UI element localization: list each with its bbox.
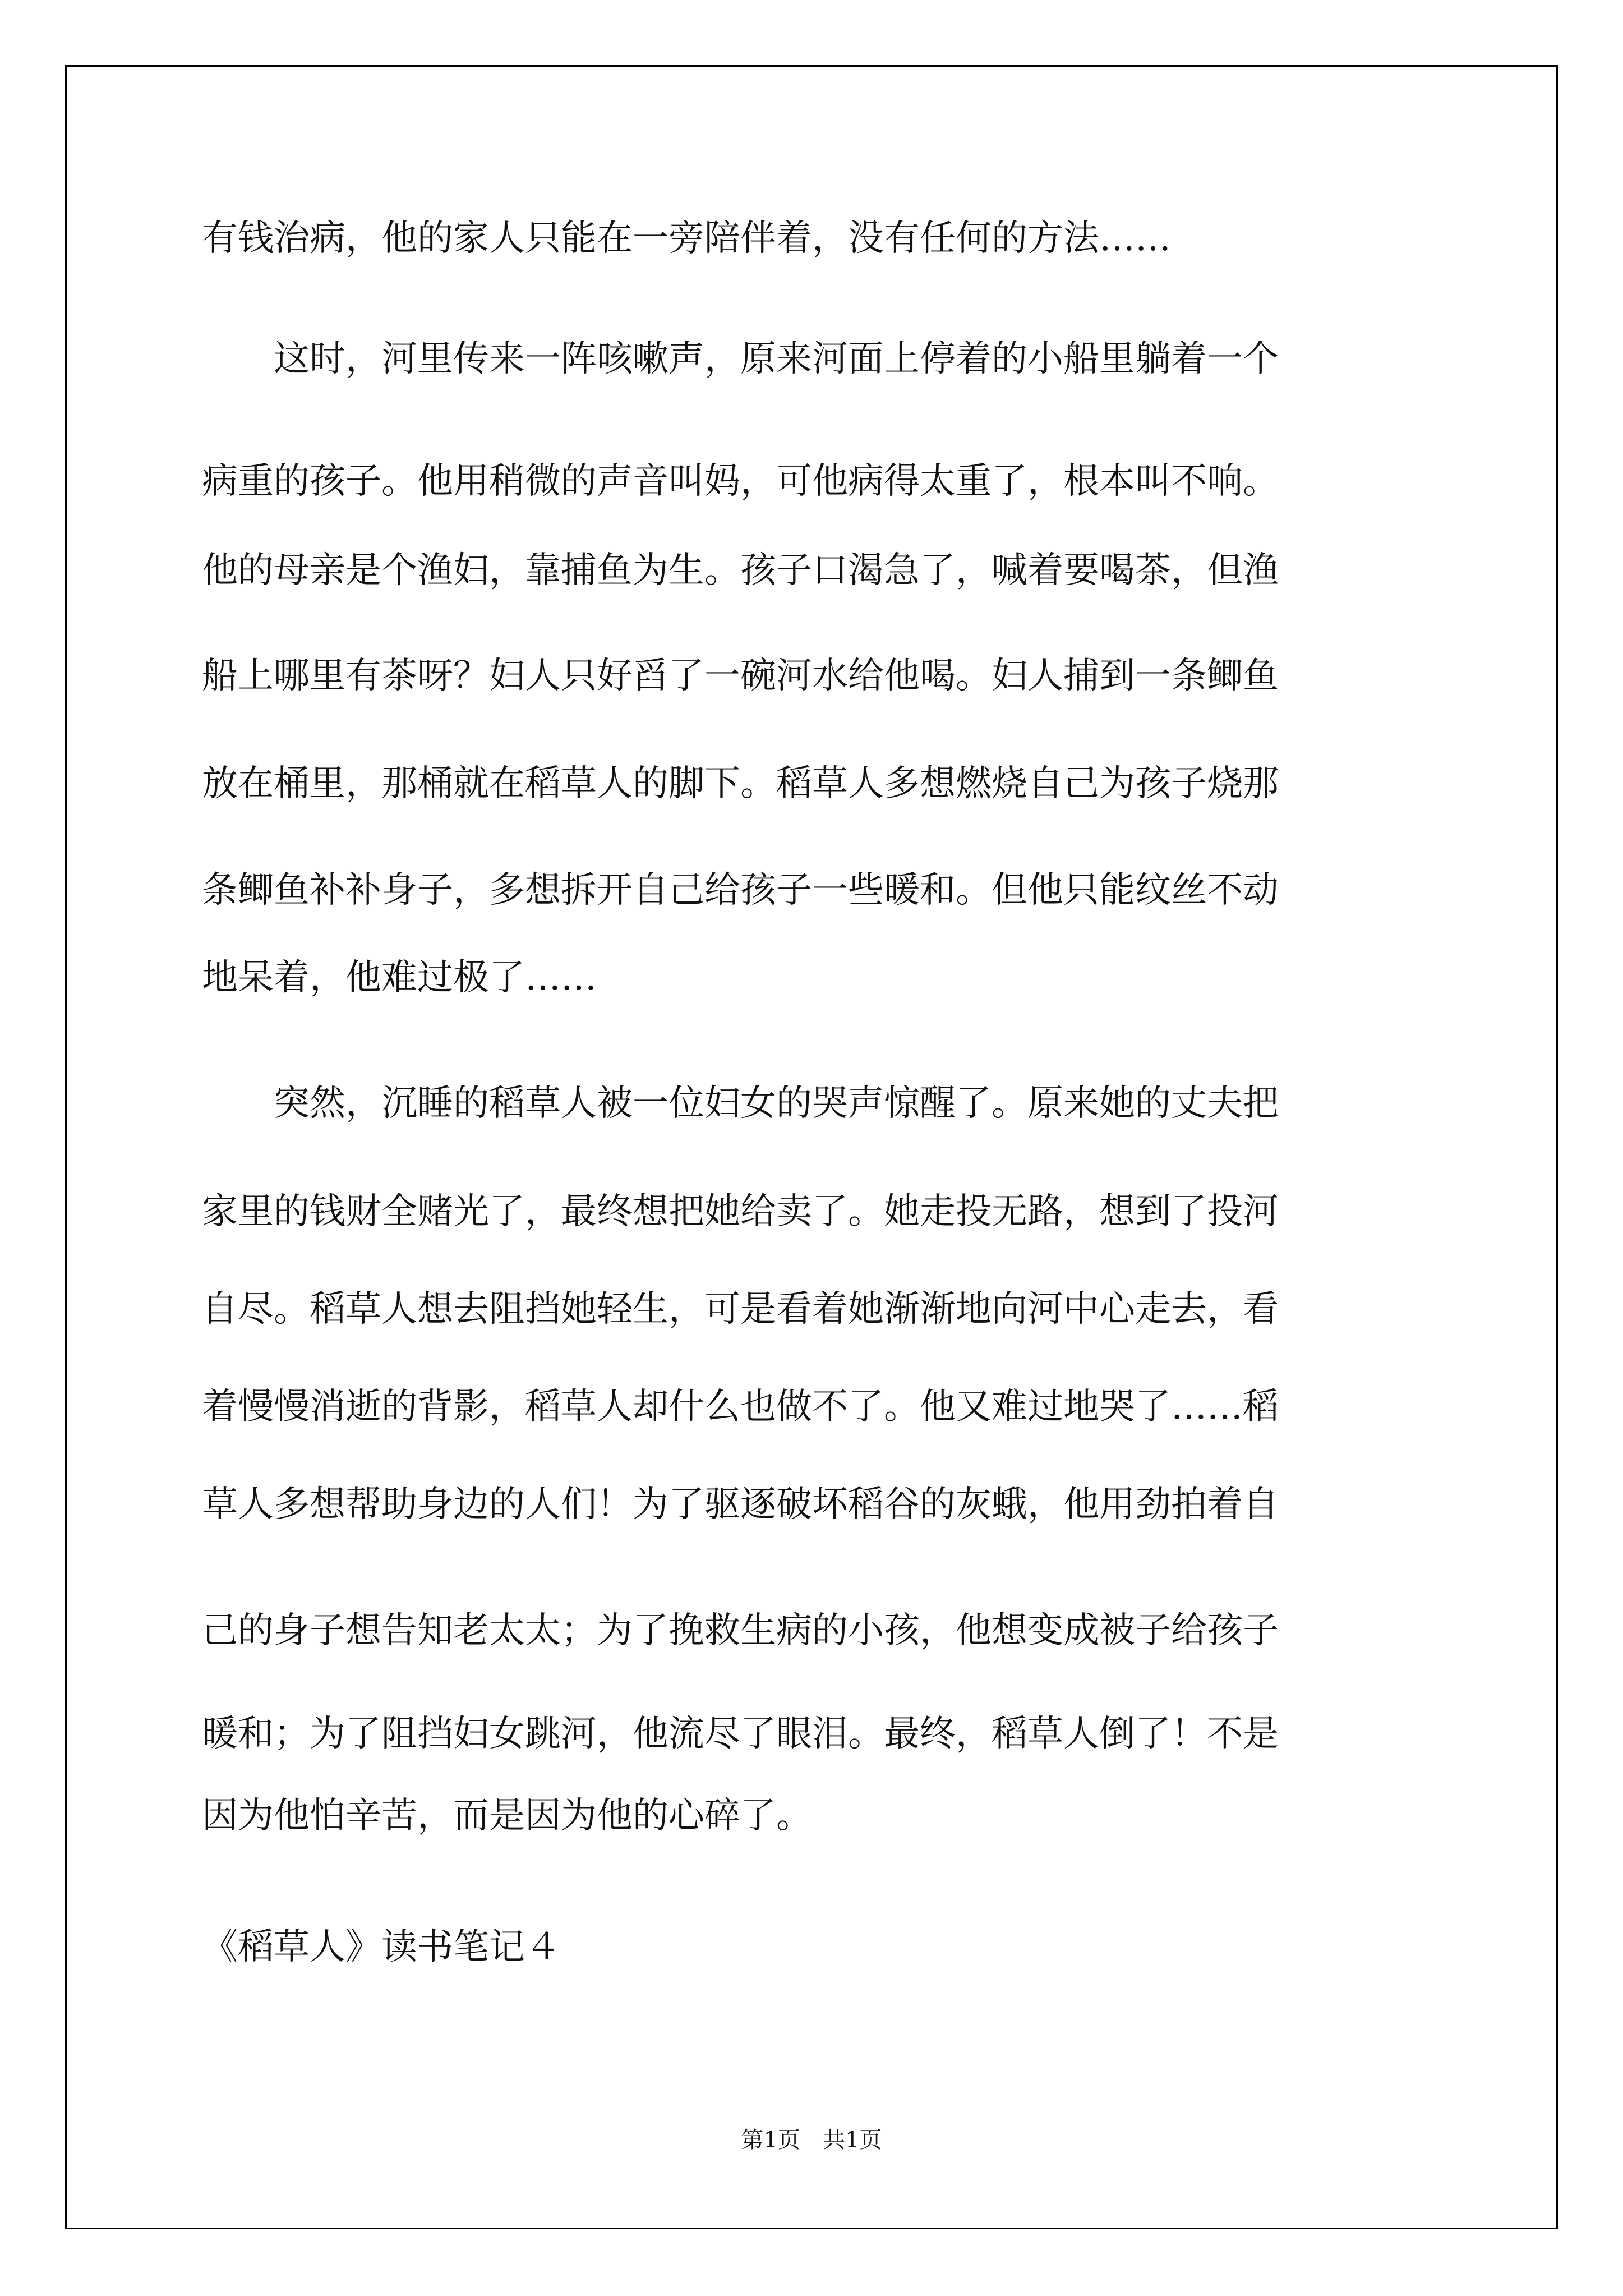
text-line: 着慢慢消逝的背影，稻草人却什么也做不了。他又难过地哭了……稻 [202,1386,1279,1428]
text-line: 突然，沉睡的稻草人被一位妇女的哭声惊醒了。原来她的丈夫把 [202,1083,1279,1124]
section-heading: 《稻草人》读书笔记４ [202,1926,561,1968]
text-line: 条鲫鱼补补身子，多想拆开自己给孩子一些暖和。但他只能纹丝不动 [202,869,1279,911]
text-line: 暖和；为了阻挡妇女跳河，他流尽了眼泪。最终，稻草人倒了！不是 [202,1713,1279,1755]
text-line: 这时，河里传来一阵咳嗽声，原来河面上停着的小船里躺着一个 [202,338,1279,380]
text-line: 船上哪里有茶呀？妇人只好舀了一碗河水给他喝。妇人捕到一条鲫鱼 [202,655,1279,697]
text-line: 病重的孩子。他用稍微的声音叫妈，可他病得太重了，根本叫不响。 [202,461,1279,502]
text-line: 放在桶里，那桶就在稻草人的脚下。稻草人多想燃烧自己为孩子烧那 [202,763,1279,804]
text-line: 家里的钱财全赌光了，最终想把她给卖了。她走投无路，想到了投河 [202,1191,1279,1232]
text-line: 有钱治病，他的家人只能在一旁陪伴着，没有任何的方法…… [202,218,1171,259]
page-footer: 第1页 共1页 [741,2127,882,2153]
text-line: 自尽。稻草人想去阻挡她轻生，可是看着她渐渐地向河中心走去，看 [202,1289,1279,1330]
text-line: 因为他怕辛苦，而是因为他的心碎了。 [202,1795,812,1837]
text-line: 己的身子想告知老太太；为了挽救生病的小孩，他想变成被子给孩子 [202,1610,1279,1651]
page-frame [65,65,1558,2229]
text-line: 地呆着，他难过极了…… [202,957,597,999]
text-line: 草人多想帮助身边的人们！为了驱逐破坏稻谷的灰蛾，他用劲拍着自 [202,1484,1279,1525]
text-line: 他的母亲是个渔妇，靠捕鱼为生。孩子口渴急了，喊着要喝茶，但渔 [202,550,1279,591]
